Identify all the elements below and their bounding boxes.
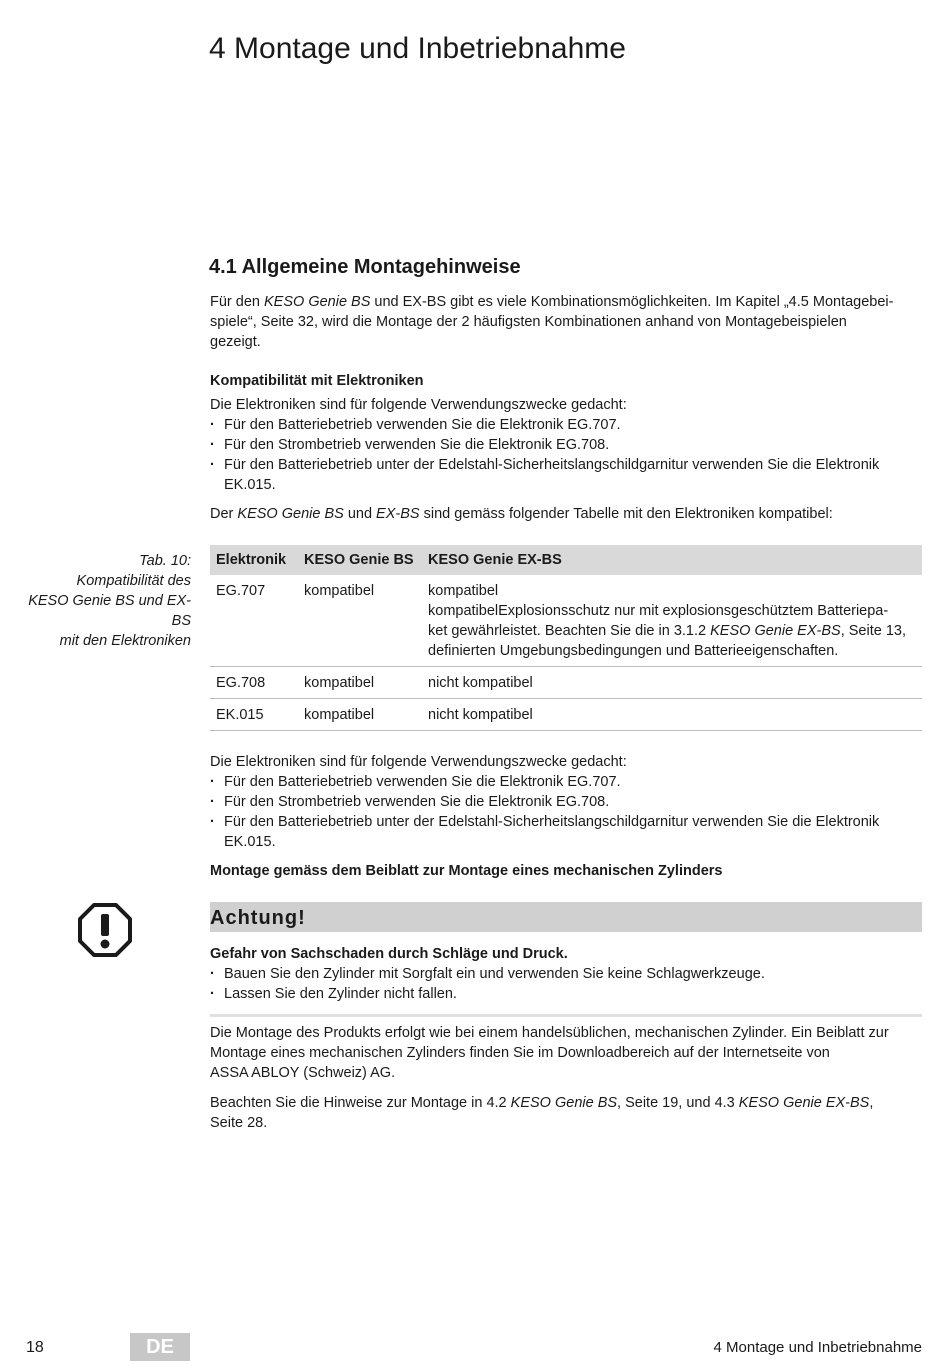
table-cell: nicht kompatibel bbox=[422, 667, 922, 699]
usage-intro: Die Elektroniken sind für folgende Verwendungszwecke gedacht: bbox=[210, 397, 627, 413]
warning-title: Achtung! bbox=[210, 907, 306, 929]
caption-line: mit den Elektroniken bbox=[59, 633, 191, 649]
header-keso-genie-bs: KESO Genie BS bbox=[298, 545, 422, 575]
hint-paragraph bbox=[210, 1093, 915, 1133]
caption-line: KESO Genie BS und EX-BS bbox=[28, 593, 191, 629]
hint-text: Beachten Sie die Hinweise zur Montage in 4.2 bbox=[210, 1095, 511, 1111]
caption-line: Tab. 10: bbox=[139, 553, 191, 569]
hint-text: , bbox=[869, 1095, 874, 1111]
table-cell: kompatibel bbox=[298, 699, 422, 731]
table-header-row bbox=[210, 545, 922, 575]
intro-text-1: Für den bbox=[210, 294, 264, 310]
cell-text: kompatibelExplosionsschutz nur mit explosionsgeschütztem Batteriepa- bbox=[428, 603, 889, 619]
footer-chapter-title: 4 Montage und Inbetriebnahme bbox=[713, 1339, 922, 1356]
table-cell: kompatibel bbox=[298, 575, 422, 667]
warning-title-bar bbox=[210, 902, 922, 932]
header-elektronik: Elektronik bbox=[210, 545, 298, 575]
mount-paragraph bbox=[210, 1023, 922, 1083]
section-title: 4.1 Allgemeine Montagehinweise bbox=[209, 256, 521, 278]
usage-item: · Für den Batteriebetrieb verwenden Sie die Elektronik EG.707. bbox=[210, 772, 915, 792]
intro-product-name: KESO Genie BS bbox=[264, 294, 371, 310]
intro-paragraph bbox=[210, 292, 915, 352]
usage-block-2 bbox=[210, 752, 915, 852]
hint-text: , Seite 19, und 4.3 bbox=[617, 1095, 739, 1111]
mount-text: ASSA ABLOY (Schweiz) AG. bbox=[210, 1065, 396, 1081]
table-cell: nicht kompatibel bbox=[422, 699, 922, 731]
caption-line: Kompatibilität des bbox=[76, 573, 191, 589]
intro-text-3: spiele“, Seite 32, wird die Montage der 2 häufigsten Kombinationen anhand von Montagebeispielen bbox=[210, 314, 847, 330]
warning-body bbox=[210, 944, 915, 1004]
compatibility-heading: Kompatibilität mit Elektroniken bbox=[210, 373, 424, 389]
table-cell bbox=[422, 575, 922, 667]
compatibility-table bbox=[210, 545, 922, 731]
mount-text: Montage eines mechanischen Zylinders finden Sie im Downloadbereich auf der Internetseite von bbox=[210, 1045, 830, 1061]
chapter-title: 4 Montage und Inbetriebnahme bbox=[209, 32, 626, 65]
intro-text-4: gezeigt. bbox=[210, 334, 261, 350]
cell-text: , Seite 13, bbox=[840, 623, 906, 639]
hint-link-bs[interactable]: KESO Genie BS bbox=[510, 1095, 618, 1111]
mount-heading: Montage gemäss dem Beiblatt zur Montage eines mechanischen Zylinders bbox=[210, 863, 723, 879]
warning-item: · Lassen Sie den Zylinder nicht fallen. bbox=[210, 984, 915, 1004]
header-keso-genie-ex-bs: KESO Genie EX-BS bbox=[422, 545, 922, 575]
hint-text: Seite 28. bbox=[210, 1115, 268, 1131]
table-intro bbox=[210, 504, 915, 524]
cell-text: kompatibel bbox=[428, 583, 499, 599]
table-intro-text: Der bbox=[210, 506, 238, 522]
intro-text-2: und EX-BS gibt es viele Kombinationsmöglichkeiten. Im Kapitel „4.5 Montagebei- bbox=[370, 294, 894, 310]
table-cell: kompatibel bbox=[298, 667, 422, 699]
cell-text: ket gewährleistet. Beachten Sie die in 3.1.2 bbox=[428, 623, 711, 639]
table-row bbox=[210, 575, 922, 667]
table-caption bbox=[20, 551, 191, 651]
warning-list bbox=[210, 964, 915, 1004]
warning-item: · Bauen Sie den Zylinder mit Sorgfalt ein und verwenden Sie keine Schlagwerkzeuge. bbox=[210, 964, 915, 984]
table-cell: EG.707 bbox=[210, 575, 298, 667]
table-row bbox=[210, 667, 922, 699]
usage-item: · Für den Batteriebetrieb verwenden Sie die Elektronik EG.707. bbox=[210, 415, 915, 435]
table-intro-product: KESO Genie BS bbox=[237, 506, 344, 522]
usage-list bbox=[210, 772, 915, 852]
mount-text: Die Montage des Produkts erfolgt wie bei einem handelsüblichen, mechanischen Zylinder. Ein Beiblatt zur bbox=[210, 1025, 889, 1041]
table-intro-text: und bbox=[343, 506, 377, 522]
warning-octagon-icon bbox=[77, 902, 133, 958]
usage-list bbox=[210, 415, 915, 495]
cell-text: definierten Umgebungsbedingungen und Batterieeigenschaften. bbox=[428, 643, 839, 659]
table-cell: EK.015 bbox=[210, 699, 298, 731]
table-row bbox=[210, 699, 922, 731]
usage-intro: Die Elektroniken sind für folgende Verwendungszwecke gedacht: bbox=[210, 754, 627, 770]
hint-link-ex-bs[interactable]: KESO Genie EX-BS bbox=[738, 1095, 870, 1111]
usage-block-1 bbox=[210, 395, 915, 495]
warning-divider bbox=[210, 1014, 922, 1017]
usage-item: · Für den Batteriebetrieb unter der Edelstahl-Sicherheitslangschildgarnitur verwenden Sie die Elektronik EK.015. bbox=[210, 455, 915, 495]
warning-subtitle: Gefahr von Sachschaden durch Schläge und Druck. bbox=[210, 946, 568, 962]
usage-item: · Für den Strombetrieb verwenden Sie die Elektronik EG.708. bbox=[210, 792, 915, 812]
cell-product: KESO Genie EX-BS bbox=[710, 623, 841, 639]
usage-item: · Für den Strombetrieb verwenden Sie die Elektronik EG.708. bbox=[210, 435, 915, 455]
usage-item: · Für den Batteriebetrieb unter der Edelstahl-Sicherheitslangschildgarnitur verwenden Sie die Elektronik EK.015. bbox=[210, 812, 915, 852]
table-intro-product: EX-BS bbox=[376, 506, 420, 522]
table-intro-text: sind gemäss folgender Tabelle mit den Elektroniken kompatibel: bbox=[419, 506, 833, 522]
table-cell: EG.708 bbox=[210, 667, 298, 699]
language-badge: DE bbox=[130, 1333, 190, 1361]
page-number: 18 bbox=[26, 1339, 44, 1356]
